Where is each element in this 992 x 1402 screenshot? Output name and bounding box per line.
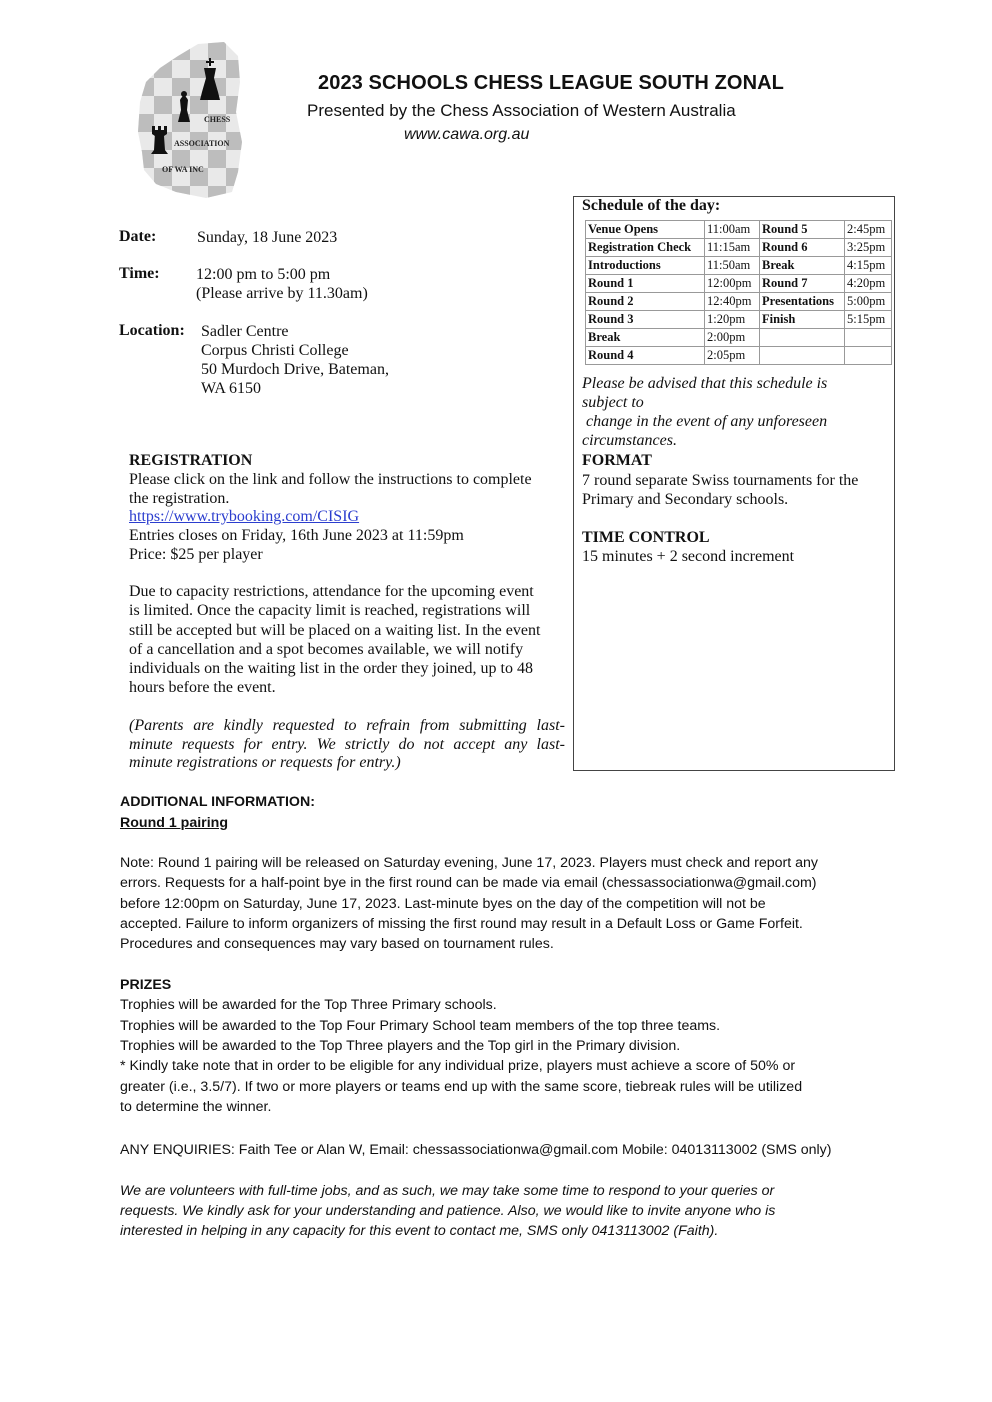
schedule-row	[586, 239, 892, 257]
capacity-line: individuals on the waiting list in the order they joined, up to 48	[129, 660, 533, 677]
schedule-event-time: 4:15pm	[845, 257, 892, 275]
schedule-note-line: subject to	[582, 394, 644, 411]
schedule-row	[586, 257, 892, 275]
schedule-row	[586, 311, 892, 329]
prize-line: greater (i.e., 3.5/7). If two or more players or teams end up with the same score, tiebreak rules will be utilized	[120, 1079, 803, 1095]
schedule-event-time: 5:00pm	[845, 293, 892, 311]
schedule-event-name: Presentations	[760, 293, 845, 311]
pairing-note-line: accepted. Failure to inform organizers of missing the first round may result in a Default Loss or Game Forfeit.	[120, 916, 803, 932]
prize-line: * Kindly take note that in order to be eligible for any individual prize, players must achieve a score of 50% or	[120, 1058, 796, 1074]
prize-line: Trophies will be awarded to the Top Four Primary School team members of the top three teams.	[120, 1018, 721, 1034]
capacity-line: is limited. Once the capacity limit is reached, registrations will	[129, 602, 531, 619]
schedule-event-name: Break	[586, 329, 705, 347]
time-label: Time:	[119, 265, 160, 282]
schedule-event-name: Round 1	[586, 275, 705, 293]
schedule-event-name: Introductions	[586, 257, 705, 275]
date-label: Date:	[119, 228, 157, 245]
schedule-event-time: 12:40pm	[705, 293, 760, 311]
schedule-event-name: Round 7	[760, 275, 845, 293]
schedule-row	[586, 293, 892, 311]
parents-line: minute registrations or requests for entry.)	[129, 754, 401, 771]
schedule-event-time: 4:20pm	[845, 275, 892, 293]
location-line: Sadler Centre	[201, 323, 289, 340]
schedule-event-name: Round 3	[586, 311, 705, 329]
pairing-note-line: Procedures and consequences may vary based on tournament rules.	[120, 936, 554, 952]
capacity-line: still be accepted but will be placed on a waiting list. In the event	[129, 622, 541, 639]
schedule-event-time: 2:00pm	[705, 329, 760, 347]
location-label: Location:	[119, 322, 185, 339]
registration-intro: Please click on the link and follow the instructions to complete	[129, 471, 532, 488]
schedule-event-name: Venue Opens	[586, 221, 705, 239]
pairing-note-line: errors. Requests for a half-point bye in the first round can be made via email (chessassociationwa@gmail.com)	[120, 875, 817, 891]
pairing-note-line: before 12:00pm on Saturday, June 17, 2023. Last-minute byes on the day of the competition will not be	[120, 896, 766, 912]
schedule-row	[586, 329, 892, 347]
time-note: (Please arrive by 11.30am)	[196, 285, 368, 302]
format-line: Primary and Secondary schools.	[582, 491, 789, 508]
registration-intro: the registration.	[129, 490, 230, 507]
schedule-row	[586, 347, 892, 365]
schedule-event-time: 2:05pm	[705, 347, 760, 365]
prizes-heading: PRIZES	[120, 977, 172, 993]
prize-line: Trophies will be awarded to the Top Three players and the Top girl in the Primary division.	[120, 1038, 681, 1054]
schedule-event-time	[845, 329, 892, 347]
website-link[interactable]: www.cawa.org.au	[404, 126, 530, 143]
schedule-event-name: Round 2	[586, 293, 705, 311]
registration-price: Price: $25 per player	[129, 546, 263, 563]
schedule-table	[585, 220, 892, 365]
location-line: 50 Murdoch Drive, Bateman,	[201, 361, 389, 378]
schedule-event-time: 12:00pm	[705, 275, 760, 293]
schedule-event-time	[845, 347, 892, 365]
schedule-event-time: 11:50am	[705, 257, 760, 275]
schedule-event-name: Registration Check	[586, 239, 705, 257]
schedule-event-name: Round 5	[760, 221, 845, 239]
page-subtitle: Presented by the Chess Association of Western Australia	[307, 101, 736, 120]
prize-line: Trophies will be awarded for the Top Three Primary schools.	[120, 997, 497, 1013]
date-value: Sunday, 18 June 2023	[197, 229, 338, 246]
time-value: 12:00 pm to 5:00 pm	[196, 266, 331, 283]
schedule-note	[582, 374, 882, 450]
schedule-event-name	[760, 347, 845, 365]
location-line: WA 6150	[201, 380, 261, 397]
schedule-event-time: 11:15am	[705, 239, 760, 257]
volunteer-line: We are volunteers with full-time jobs, and as such, we may take some time to respond to your queries or	[120, 1183, 775, 1199]
prize-line: to determine the winner.	[120, 1099, 272, 1115]
round1-pairing-heading: Round 1 pairing	[120, 815, 228, 831]
schedule-event-name: Round 6	[760, 239, 845, 257]
capacity-line: of a cancellation and a spot becomes available, we will notify	[129, 641, 524, 658]
schedule-note-line: Please be advised that this schedule is	[582, 375, 828, 392]
capacity-line: Due to capacity restrictions, attendance for the upcoming event	[129, 583, 534, 600]
volunteer-line: requests. We kindly ask for your understanding and patience. Also, we would like to invite anyone who is	[120, 1203, 776, 1219]
schedule-title: Schedule of the day:	[582, 197, 721, 214]
location-line: Corpus Christi College	[201, 342, 349, 359]
schedule-event-time: 3:25pm	[845, 239, 892, 257]
schedule-note-line: circumstances.	[582, 432, 677, 449]
page-title: 2023 SCHOOLS CHESS LEAGUE SOUTH ZONAL	[318, 72, 784, 94]
capacity-line: hours before the event.	[129, 679, 276, 696]
schedule-event-time: 11:00am	[705, 221, 760, 239]
parents-line: (Parents are kindly requested to refrain from submitting last-	[129, 717, 565, 734]
schedule-event-time: 2:45pm	[845, 221, 892, 239]
registration-heading: REGISTRATION	[129, 452, 253, 469]
additional-heading: ADDITIONAL INFORMATION:	[120, 794, 315, 810]
schedule-note-line: change in the event of any unforeseen	[582, 413, 828, 430]
time-control-heading: TIME CONTROL	[582, 529, 710, 546]
schedule-row	[586, 275, 892, 293]
schedule-event-name: Break	[760, 257, 845, 275]
cawa-logo	[136, 42, 242, 200]
registration-link[interactable]: https://www.trybooking.com/CISIG	[129, 508, 360, 525]
format-heading: FORMAT	[582, 452, 652, 469]
enquiries-line: ANY ENQUIRIES: Faith Tee or Alan W, Email: chessassociationwa@gmail.com Mobile: 04013113002 (SMS only)	[120, 1142, 832, 1158]
time-control-text: 15 minutes + 2 second increment	[582, 548, 795, 565]
pairing-note-line: Note: Round 1 pairing will be released on Saturday evening, June 17, 2023. Players must check and report any	[120, 855, 818, 871]
schedule-event-name: Round 4	[586, 347, 705, 365]
format-line: 7 round separate Swiss tournaments for the	[582, 472, 859, 489]
logo-text-chess: CHESS	[204, 115, 231, 124]
schedule-event-time: 1:20pm	[705, 311, 760, 329]
logo-text-wa-inc: OF WA INC	[162, 165, 204, 174]
parents-line: minute requests for entry. We strictly do not accept any last-	[129, 736, 565, 753]
schedule-event-name: Finish	[760, 311, 845, 329]
schedule-event-time: 5:15pm	[845, 311, 892, 329]
schedule-row	[586, 221, 892, 239]
registration-closes: Entries closes on Friday, 16th June 2023 at 11:59pm	[129, 527, 464, 544]
volunteer-line: interested in helping in any capacity for this event to contact me, SMS only 0413113002 (Faith).	[120, 1223, 719, 1239]
schedule-event-name	[760, 329, 845, 347]
logo-text-association: ASSOCIATION	[174, 139, 230, 148]
